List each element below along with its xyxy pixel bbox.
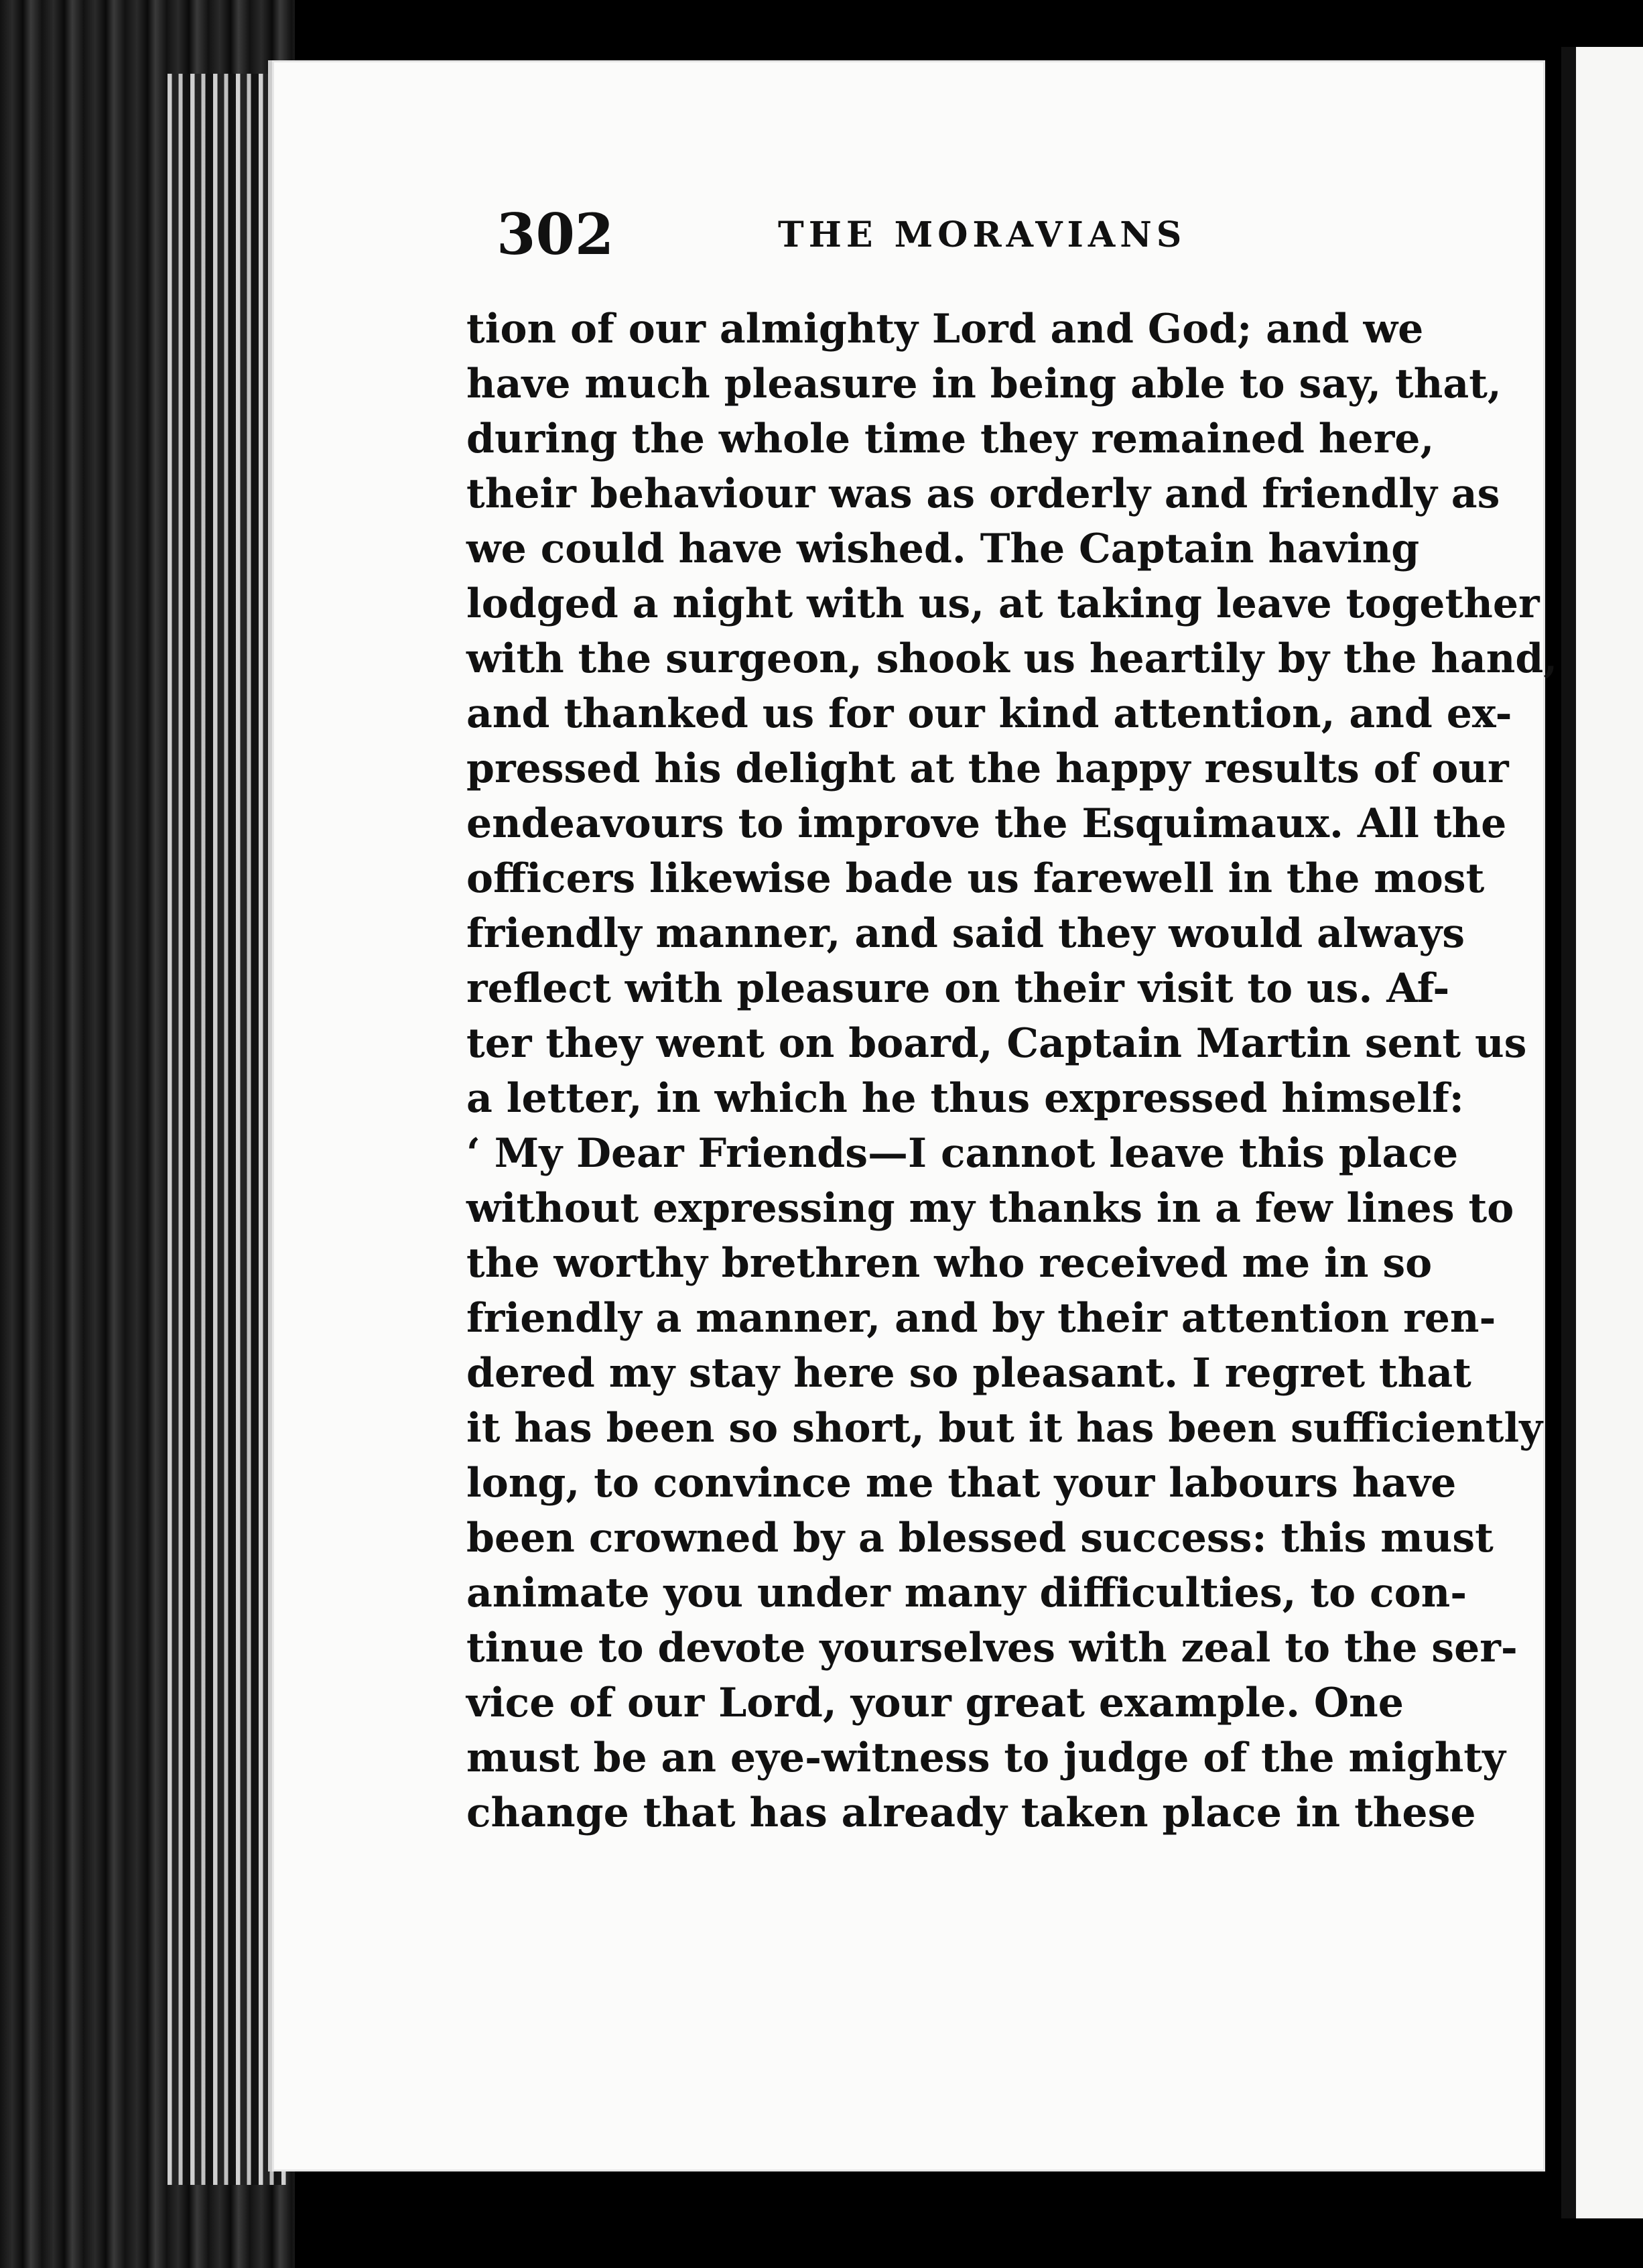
facing-page-edge (1561, 47, 1643, 2218)
body-text (466, 302, 1558, 1840)
text-line: with the surgeon, shook us heartily by the hand, (466, 635, 1558, 682)
text-line: animate you under many difficulties, to con- (466, 1570, 1467, 1617)
text-line: it has been so short, but it has been sufficiently (466, 1405, 1543, 1452)
text-line: tion of our almighty Lord and God; and we (466, 306, 1424, 353)
text-line: and thanked us for our kind attention, and ex- (466, 690, 1512, 737)
text-line: ter they went on board, Captain Martin sent us (466, 1020, 1527, 1067)
text-line: we could have wished. The Captain having (466, 525, 1420, 572)
text-line: friendly manner, and said they would always (466, 910, 1465, 957)
text-line: been crowned by a blessed success: this must (466, 1515, 1494, 1562)
running-head: THE MORAVIANS (778, 214, 1187, 255)
text-line: lodged a night with us, at taking leave together (466, 580, 1540, 627)
text-line: officers likewise bade us farewell in the most (466, 855, 1485, 902)
text-line: ‘ My Dear Friends—I cannot leave this place (466, 1130, 1459, 1177)
text-line: long, to convince me that your labours have (466, 1460, 1457, 1507)
text-line: tinue to devote yourselves with zeal to the ser- (466, 1625, 1518, 1672)
book-page (268, 60, 1558, 2171)
text-line: the worthy brethren who received me in so (466, 1240, 1433, 1287)
text-line: their behaviour was as orderly and friendly as (466, 470, 1500, 517)
text-line: without expressing my thanks in a few lines to (466, 1185, 1514, 1232)
text-line: during the whole time they remained here, (466, 416, 1435, 462)
text-line: friendly a manner, and by their attention ren- (466, 1295, 1496, 1342)
text-line: pressed his delight at the happy results of our (466, 745, 1509, 792)
text-line: must be an eye-witness to judge of the mighty (466, 1735, 1506, 1781)
text-line: dered my stay here so pleasant. I regret that (466, 1350, 1471, 1397)
text-line: endeavours to improve the Esquimaux. All the (466, 800, 1507, 847)
page-number: 302 (497, 201, 614, 267)
text-line: a letter, in which he thus expressed himself: (466, 1075, 1464, 1122)
text-line: have much pleasure in being able to say, that, (466, 361, 1502, 407)
text-line: reflect with pleasure on their visit to us. Af- (466, 965, 1450, 1012)
text-line: change that has already taken place in these (466, 1789, 1476, 1836)
text-line: vice of our Lord, your great example. One (466, 1680, 1404, 1726)
page-header (497, 201, 1435, 281)
